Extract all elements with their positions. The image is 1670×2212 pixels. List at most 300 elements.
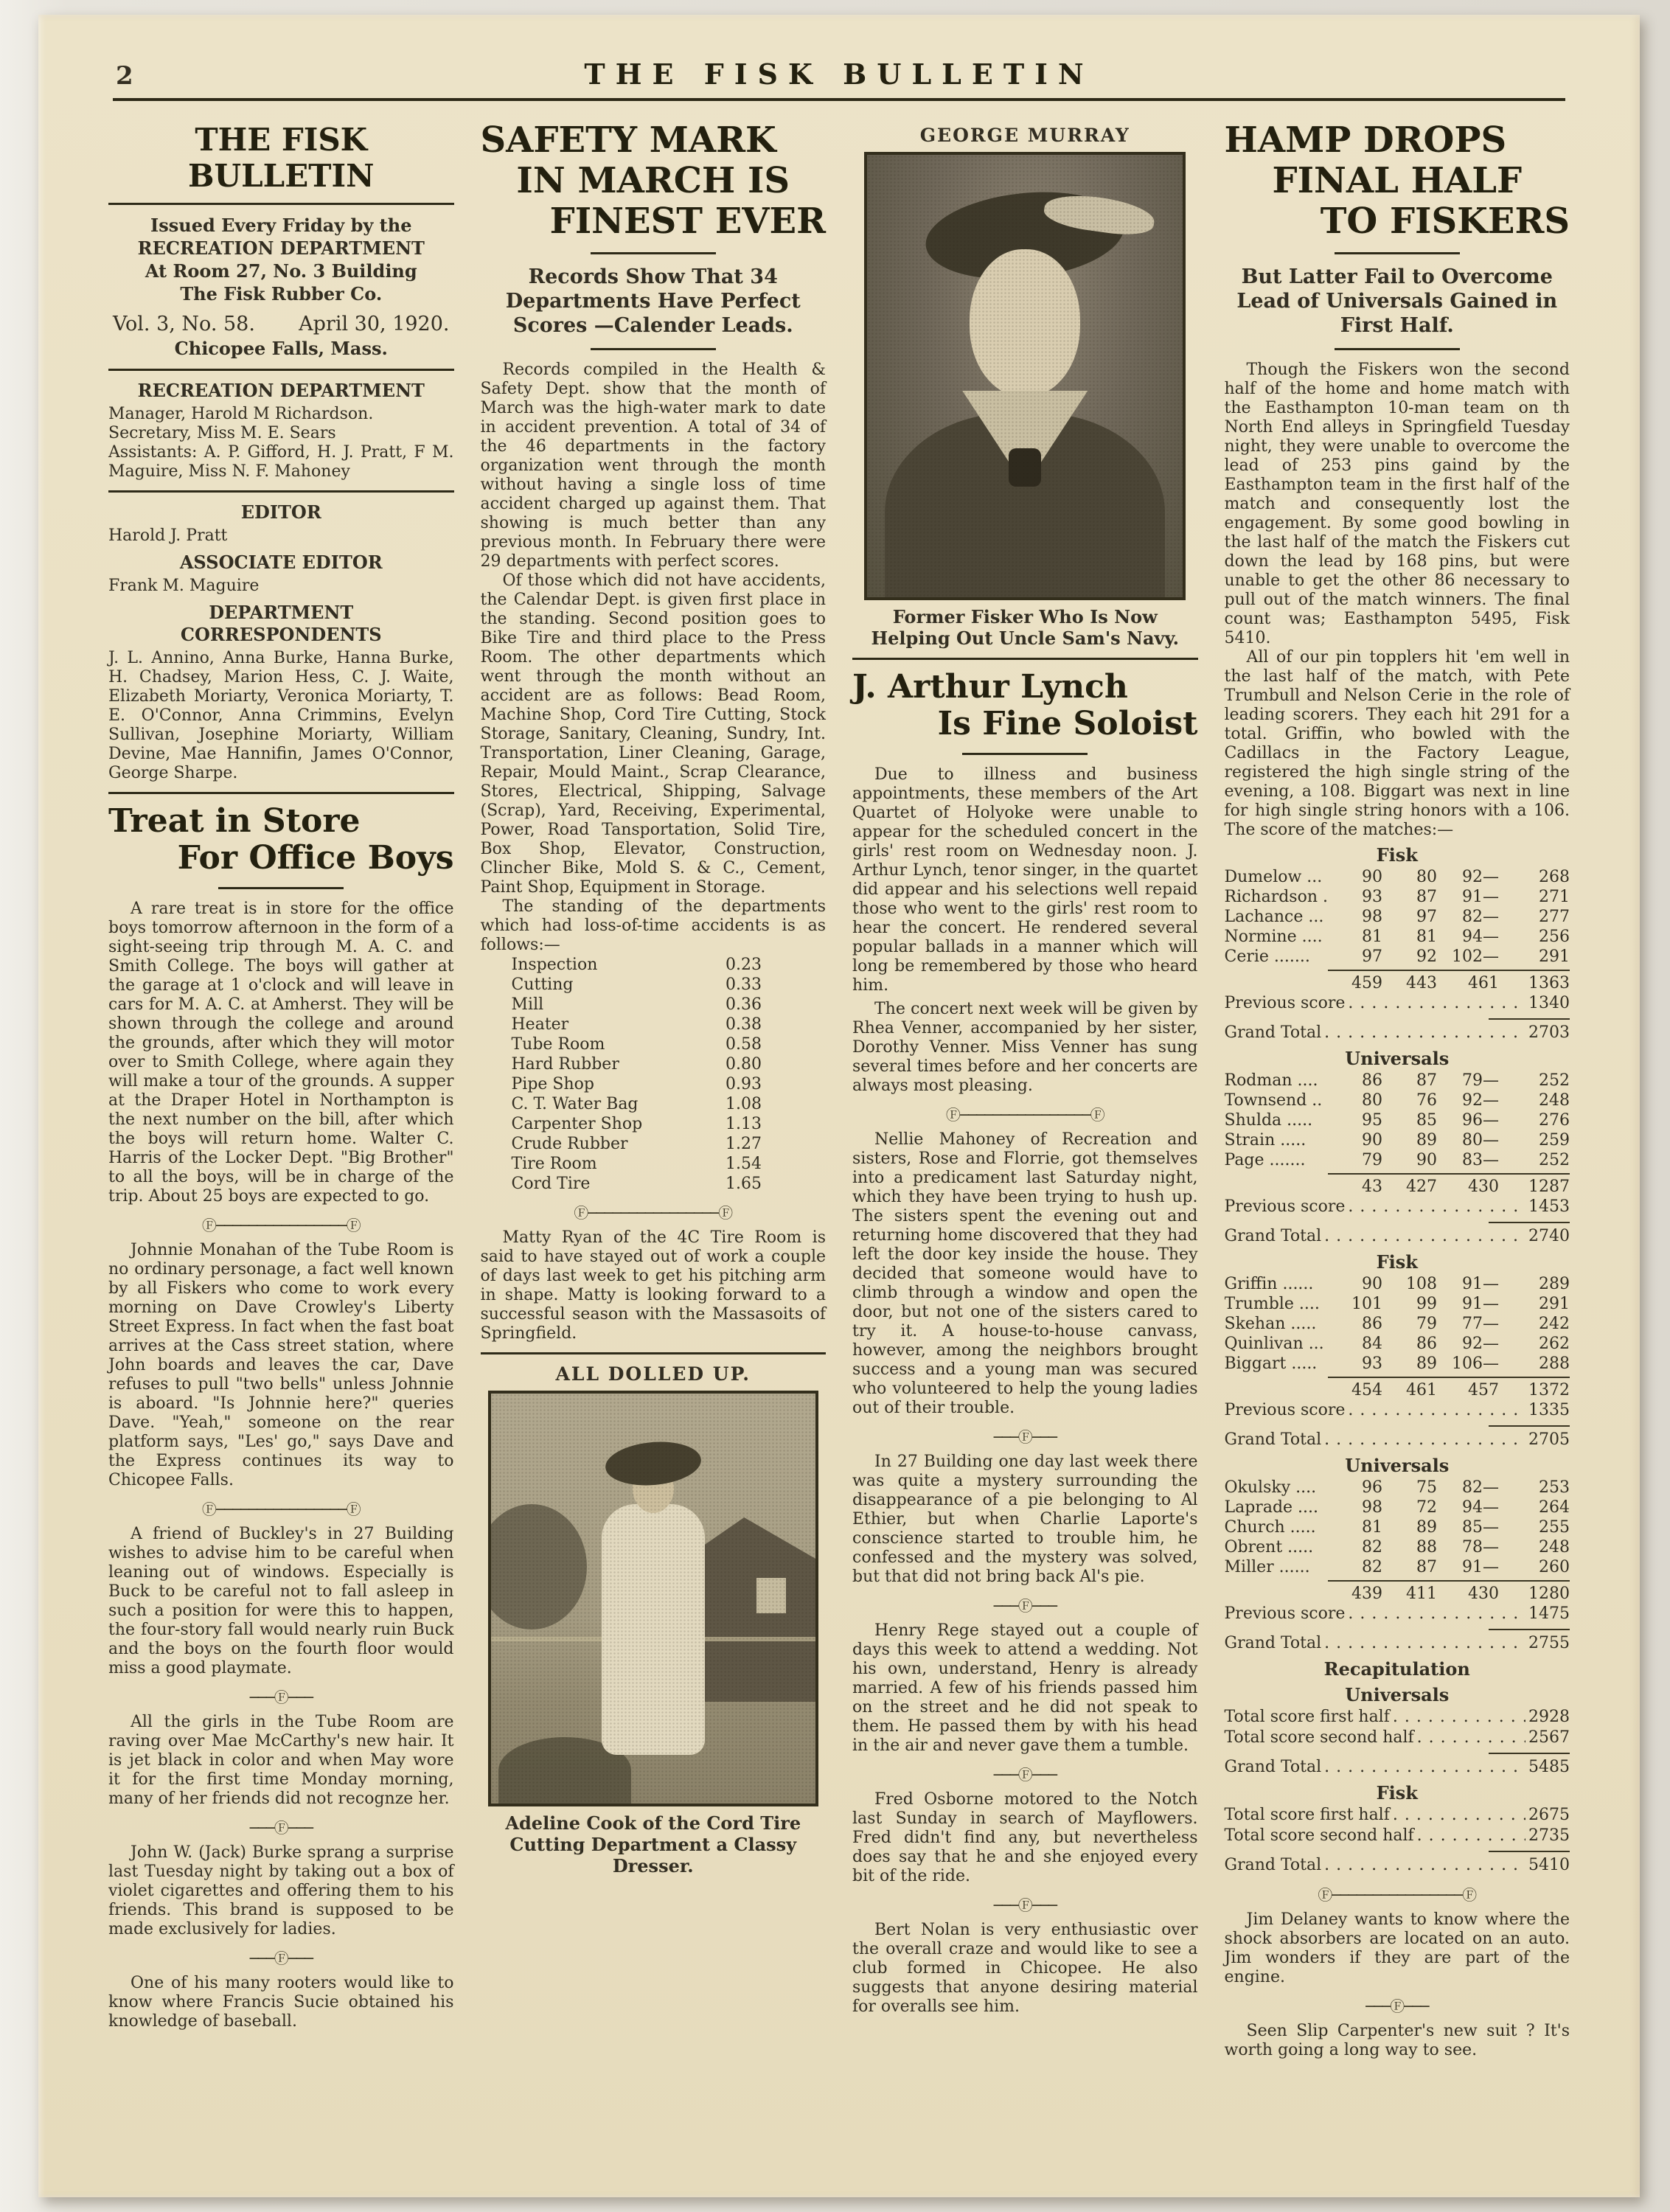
department-score: 0.38 xyxy=(726,1015,762,1034)
bowler-total: 255 xyxy=(1539,1518,1570,1537)
string-2: 76 xyxy=(1416,1091,1437,1110)
recap-row xyxy=(1225,1707,1570,1728)
department-name: C. T. Water Bag xyxy=(511,1095,639,1113)
george-murray-photo xyxy=(864,152,1186,600)
department-name: Tube Room xyxy=(511,1035,605,1054)
news-note: One of his many rooters would like to know where Francis Sucie obtained his knowledge of baseball. xyxy=(108,1974,454,2031)
grand-total-row xyxy=(1225,1023,1570,1043)
string-3: 85 — xyxy=(1437,1517,1499,1537)
score-row xyxy=(1225,1354,1570,1374)
department-score: 1.27 xyxy=(726,1135,762,1153)
short-rule xyxy=(962,753,1088,755)
grand-total-row xyxy=(1225,1430,1570,1450)
leader-dots xyxy=(1348,993,1525,1014)
bowler-name: Okulsky .... xyxy=(1224,1478,1317,1497)
bowler-name: Strain ..... xyxy=(1224,1131,1307,1150)
treat-headline-line1: Treat in Store xyxy=(108,802,361,840)
string-3: 92 — xyxy=(1437,1334,1499,1354)
treat-headline xyxy=(108,803,454,877)
photo-figure-dress xyxy=(602,1504,705,1755)
leader-dots xyxy=(1348,1197,1525,1217)
grand-total-rule xyxy=(1489,1222,1570,1223)
safety-paragraph-2: Of those which did not have accidents, the Calendar Dept. is given first place in the standing. Second position goes to Bike Tire and third place to the Press Room. The other departments which went through the month without an accident are as follows: Bead Room, Machine Shop, Cord Tire Cutting, Stock Storage, Sanitary, Cleaning, Sundry, Int. Transportation, Liner Cleaning, Garage, Repair, Mould Maint., Scrap Clearance, Stores, Electrical, Shipping, Salvage (Scrap), Yard, Receiving, Experimental, Power, Road Tansportation, Solid Tire, Box Shop, Elevator, Construction, Clincher Bike, Mold S. & C., Cement, Paint Shop, Equipment in Storage. xyxy=(480,571,826,897)
totals-string-2: 461 xyxy=(1382,1377,1437,1400)
section-divider: ───Ⓕ─── xyxy=(249,1819,313,1837)
grand-total-rule xyxy=(1489,1018,1570,1020)
string-2: 87 xyxy=(1416,1071,1437,1090)
string-1: 98 xyxy=(1362,908,1382,926)
adeline-caption: Adeline Cook of the Cord Tire Cutting Department a Classy Dresser. xyxy=(505,1812,801,1877)
totals-string-1: 439 xyxy=(1328,1580,1382,1604)
score-row xyxy=(1225,1130,1570,1150)
news-note: A friend of Buckley's in 27 Building wishes to advise him to be careful when leaning out of windows. Especially is Buck to be careful not to fall asleep in such a position for were this to happen, the four-story fall would nearly ruin Buck and the boys on the fourth floor would miss a good playmate. xyxy=(108,1525,454,1677)
string-1: 95 xyxy=(1362,1111,1382,1130)
treat-body: A rare treat is in store for the office boys tomorrow afternoon in the form of a sight-seeing trip through M. A. C. and Smith College. The boys will gather at the garage at 1 o'clock and will leave in cars for M. A. C. at Amherst. They will be shown through the college and around the grounds, after which they will motor over to Smith College, where again they will make a tour of the grounds. A supper at the Draper Hotel in Northampton is the next number on the bill, after which the boys will return home. Walter C. Harris of the Locker Dept. "Big Brother" to all the boys, will be in charge of the trip. About 25 boys are expected to go. xyxy=(108,900,454,1206)
section-divider: Ⓕ────────────────Ⓕ xyxy=(201,1217,361,1234)
bowler-total: 242 xyxy=(1539,1315,1570,1333)
department-name: Heater xyxy=(511,1015,569,1034)
short-rule xyxy=(218,887,344,889)
leader-dots xyxy=(1324,1757,1525,1778)
grand-total-rule xyxy=(1489,1753,1570,1754)
standings-row xyxy=(481,1174,827,1194)
safety-subhead: Records Show That 34 Departments Have Perfect Scores —Calender Leads. xyxy=(505,265,801,337)
column-3 xyxy=(852,120,1198,2060)
score-row xyxy=(1225,1478,1570,1498)
leader-dots xyxy=(1324,1430,1525,1450)
string-2: 79 xyxy=(1416,1315,1437,1333)
score-table-universals-1 xyxy=(1225,1071,1570,1170)
string-3: 92 — xyxy=(1437,867,1499,887)
previous-score-row xyxy=(1225,993,1570,1014)
grand-total-value: 2755 xyxy=(1528,1634,1570,1652)
bowler-name: Laprade .... xyxy=(1224,1498,1319,1517)
bowler-total: 268 xyxy=(1539,868,1570,886)
masthead-issued-line: Issued Every Friday by the xyxy=(150,215,412,236)
score-row xyxy=(1225,1557,1570,1577)
page-number: 2 xyxy=(116,61,133,91)
leader-gap xyxy=(590,1174,726,1194)
leader-dots xyxy=(1417,1826,1525,1846)
leader-dots xyxy=(1324,1855,1525,1876)
hamp-subhead: But Latter Fail to Overcome Lead of Universals Gained in First Half. xyxy=(1236,265,1558,337)
previous-score-value: 1453 xyxy=(1528,1197,1570,1216)
short-rule xyxy=(1335,348,1460,350)
string-3: 91 — xyxy=(1437,1274,1499,1294)
bowler-name: Obrent ..... xyxy=(1224,1538,1314,1557)
bowler-total: 264 xyxy=(1539,1498,1570,1517)
recap-first-half-value: 2928 xyxy=(1528,1708,1570,1726)
department-name: Tire Room xyxy=(511,1155,597,1173)
previous-score-label: Previous score xyxy=(1224,1197,1346,1216)
photo-shadow-shape xyxy=(498,1737,631,1804)
photo-fence-shape xyxy=(491,1637,815,1641)
string-2: 75 xyxy=(1416,1478,1437,1497)
string-1: 90 xyxy=(1362,1275,1382,1293)
string-2: 90 xyxy=(1416,1151,1437,1169)
bowler-name: Richardson . xyxy=(1224,888,1328,906)
string-1: 97 xyxy=(1362,947,1382,966)
hamp-headline-line3: TO FISKERS xyxy=(1320,201,1570,242)
score-table-fisk-1 xyxy=(1225,867,1570,967)
masthead-dept: RECREATION DEPARTMENT xyxy=(137,237,425,259)
bowler-name: Normine .... xyxy=(1224,928,1323,946)
score-row xyxy=(1225,887,1570,907)
grand-total-rule xyxy=(1489,1425,1570,1427)
grand-total-row xyxy=(1225,1226,1570,1247)
department-score: 0.93 xyxy=(726,1075,762,1093)
short-rule xyxy=(591,252,716,254)
previous-score-label: Previous score xyxy=(1224,1604,1346,1623)
string-1: 96 xyxy=(1362,1478,1382,1497)
bowler-name: Trumble .... xyxy=(1224,1295,1320,1313)
totals-string-2: 443 xyxy=(1382,970,1437,993)
bowler-total: 291 xyxy=(1539,1295,1570,1313)
rule xyxy=(108,792,454,794)
murray-name-heading: GEORGE MURRAY xyxy=(919,125,1130,146)
masthead-title: THE FISK BULLETIN xyxy=(188,122,375,194)
string-2: 99 xyxy=(1416,1295,1437,1313)
masthead-room: At Room 27, No. 3 Building xyxy=(145,260,417,282)
department-name: Inspection xyxy=(511,956,598,974)
score-row xyxy=(1225,1294,1570,1314)
bowler-total: 276 xyxy=(1539,1111,1570,1130)
leader-gap xyxy=(594,1074,726,1094)
photo-figure-hat xyxy=(603,1438,703,1489)
correspondents-heading: DEPARTMENT CORRESPONDENTS xyxy=(180,602,382,645)
staff-secretary: Secretary, Miss M. E. Sears xyxy=(108,424,336,442)
department-name: Crude Rubber xyxy=(511,1135,628,1153)
score-row xyxy=(1225,1150,1570,1170)
string-3: 80 — xyxy=(1437,1130,1499,1150)
recap-second-half-value: 2735 xyxy=(1528,1826,1570,1845)
score-row xyxy=(1225,1110,1570,1130)
grand-total-rule xyxy=(1489,1629,1570,1630)
masthead-place: Chicopee Falls, Mass. xyxy=(174,338,388,359)
team-totals-row xyxy=(1225,1580,1570,1604)
score-table-title: Universals xyxy=(1345,1048,1450,1069)
column-2 xyxy=(481,120,827,2060)
photo-sailor-scarf xyxy=(1009,448,1041,487)
bowler-name: Rodman .... xyxy=(1224,1071,1318,1090)
score-row xyxy=(1225,1537,1570,1557)
totals-grand: 1280 xyxy=(1499,1580,1570,1604)
string-3: 82 — xyxy=(1437,1478,1499,1498)
string-1: 90 xyxy=(1362,1131,1382,1150)
news-note: In 27 Building one day last week there was quite a mystery surrounding the disappearance of a pie belonging to Al Ethier, but when Charlie Laporte's conscience started to trouble him, he confessed and the mystery was solved, but that did not bring back Al's pie. xyxy=(852,1453,1198,1586)
previous-score-label: Previous score xyxy=(1224,994,1346,1012)
bowler-total: 260 xyxy=(1539,1558,1570,1576)
grand-total-label: Grand Total xyxy=(1224,1430,1322,1449)
section-divider: ───Ⓕ─── xyxy=(993,1896,1057,1914)
bowler-total: 277 xyxy=(1539,908,1570,926)
leader-dots xyxy=(1417,1728,1525,1748)
string-2: 86 xyxy=(1416,1335,1437,1353)
news-note: Nellie Mahoney of Recreation and sisters, Rose and Florrie, got themselves into a predicament last Saturday night, which they have been trying to hush up. The sisters spent the evening out and returning home discovered that they had left the door key inside the house. They decided that someone would have to climb through a window and open the door, but not one of the sisters cared to try it. A house-to-house canvass, however, among the neighbors brought success and a young man was secured who volunteered to help the young ladies out of their trouble. xyxy=(852,1130,1198,1417)
section-divider: ───Ⓕ─── xyxy=(249,1950,313,1967)
dolled-up-heading: ALL DOLLED UP. xyxy=(555,1363,751,1385)
leader-dots xyxy=(1348,1400,1525,1421)
leader-gap xyxy=(639,1094,726,1114)
news-note: Fred Osborne motored to the Notch last Sunday in search of Mayflowers. Fred didn't find any, but nevertheless does say that he and she enjoyed every bit of the ride. xyxy=(852,1790,1198,1885)
standings-row xyxy=(481,1154,827,1174)
editor-name: Harold J. Pratt xyxy=(108,526,228,545)
score-table-fisk-2 xyxy=(1225,1274,1570,1374)
editor-heading: EDITOR xyxy=(240,501,321,523)
recap-fisk-title: Fisk xyxy=(1376,1782,1418,1804)
leader-gap xyxy=(619,1054,726,1074)
volume-number: Vol. 3, No. 58. xyxy=(113,313,255,335)
page-header xyxy=(116,58,1562,91)
header-rule xyxy=(113,98,1565,101)
leader-gap xyxy=(642,1114,726,1134)
string-1: 93 xyxy=(1362,1354,1382,1373)
string-1: 82 xyxy=(1362,1558,1382,1576)
standings-row xyxy=(481,1015,827,1034)
standings-row xyxy=(481,1114,827,1134)
department-score: 1.65 xyxy=(726,1175,762,1193)
leader-gap xyxy=(597,955,726,975)
bowler-total: 248 xyxy=(1539,1538,1570,1557)
grand-total-label: Grand Total xyxy=(1224,1758,1322,1776)
photo-figure-face xyxy=(633,1464,674,1513)
standings-row xyxy=(481,955,827,975)
short-rule xyxy=(591,348,716,350)
score-row xyxy=(1225,1498,1570,1517)
section-divider: Ⓕ────────────────Ⓕ xyxy=(201,1500,361,1518)
bowler-total: 259 xyxy=(1539,1131,1570,1150)
correspondents-list: J. L. Annino, Anna Burke, Hanna Burke, H. Chadsey, Marion Hess, C. J. Waite, Elizabeth Moriarty, Veronica Moriarty, T. E. O'Connor, Anna Crimmins, Evelyn Sullivan, Josephine Moriarty, William Devine, Mae Hannifin, James O'Connor, George Sharpe. xyxy=(108,649,454,782)
section-divider: ───Ⓕ─── xyxy=(1365,1997,1429,2015)
string-3: 91 — xyxy=(1437,887,1499,907)
department-name: Hard Rubber xyxy=(511,1055,619,1074)
safety-headline-line2: IN MARCH IS xyxy=(516,160,790,201)
string-2: 89 xyxy=(1416,1131,1437,1150)
grand-total-label: Grand Total xyxy=(1224,1227,1322,1245)
department-name: Mill xyxy=(511,995,544,1014)
totals-string-3: 461 xyxy=(1437,970,1499,993)
string-1: 81 xyxy=(1362,1518,1382,1537)
section-divider: ───Ⓕ─── xyxy=(993,1428,1057,1446)
associate-editor-heading: ASSOCIATE EDITOR xyxy=(179,552,383,573)
string-2: 72 xyxy=(1416,1498,1437,1517)
staff-manager: Manager, Harold M Richardson. xyxy=(108,405,374,423)
score-row xyxy=(1225,1071,1570,1091)
grand-total-row xyxy=(1225,1855,1570,1876)
leader-dots xyxy=(1393,1707,1525,1728)
news-note: Johnnie Monahan of the Tube Room is no ordinary personage, a fact well known by all Fiskers who come to work every morning on Dave Crowley's Liberty Street Express. In fact when the fast boat arrives at the Cass street station, where John boards and leaves the car, Dave refuses to pull "two bells" unless Johnnie is aboard. "Is Johnnie here?" queries Dave. "Yeah," someone on the rear platform says, "Les' go," says Dave and the Express continues its way to Chicopee Falls. xyxy=(108,1241,454,1489)
string-1: 86 xyxy=(1362,1071,1382,1090)
previous-score-value: 1475 xyxy=(1528,1604,1570,1623)
column-4 xyxy=(1225,120,1570,2060)
string-2: 85 xyxy=(1416,1111,1437,1130)
standings-row xyxy=(481,1074,827,1094)
news-note: Bert Nolan is very enthusiastic over the overall craze and would like to see a club formed in Chicopee. He also suggests that anyone desiring material for overalls see him. xyxy=(852,1921,1198,2016)
photo-sailor-body xyxy=(885,413,1165,600)
news-note: Henry Rege stayed out a couple of days this week to attend a wedding. Not his own, understand, Henry is already married. A few of his friends passed him on the street and he did not speak to them. He passed them by with his head in the air and never gave them a tumble. xyxy=(852,1621,1198,1755)
bowler-name: Griffin ...... xyxy=(1224,1275,1314,1293)
safety-paragraph-1: Records compiled in the Health & Safety Dept. show that the month of March was the high-water mark to date in accident prevention. A total of 34 of the 46 departments in the factory organization went through the month without having a single loss of time accident charged up against them. That showing is much better than any previous month. In February there were 29 departments with perfect scores. xyxy=(480,361,826,571)
recap-row xyxy=(1225,1826,1570,1846)
standings-table xyxy=(481,955,827,1194)
department-score: 1.54 xyxy=(726,1155,762,1173)
lynch-paragraph-1: Due to illness and business appointments, these members of the Art Quartet of Holyoke were unable to appear for the scheduled concert in the girls' rest room on Wednesday noon. J. Arthur Lynch, tenor singer, in the quartet did appear and his selections well repaid those who went to the girls' rest room to hear the concert. He rendered several popular ballads in a manner which will long be remembered by those who heard him. xyxy=(852,765,1198,995)
previous-score-value: 1340 xyxy=(1528,994,1570,1012)
totals-grand: 1287 xyxy=(1499,1173,1570,1197)
string-3: 92 — xyxy=(1437,1091,1499,1110)
news-note: Jim Delaney wants to know where the shock absorbers are located on an auto. Jim wonders if they are part of the engine. xyxy=(1224,1910,1570,1986)
string-2: 81 xyxy=(1416,928,1437,946)
string-2: 87 xyxy=(1416,888,1437,906)
matty-ryan-note: Matty Ryan of the 4C Tire Room is said to have stayed out of work a couple of days last week to get his pitching arm in shape. Matty is looking forward to a successful season with the Massasoits of Springfield. xyxy=(480,1228,826,1343)
bowler-total: 262 xyxy=(1539,1335,1570,1353)
section-divider: Ⓕ────────────────Ⓕ xyxy=(945,1106,1104,1124)
bowler-name: Townsend .. xyxy=(1224,1091,1323,1110)
string-3: 79 — xyxy=(1437,1071,1499,1091)
leader-gap xyxy=(568,1015,726,1034)
bowler-name: Skehan ..... xyxy=(1224,1315,1317,1333)
grand-total-value: 5410 xyxy=(1528,1856,1570,1874)
news-note: All the girls in the Tube Room are raving over Mae McCarthy's new hair. It is jet black in color and when May wore it for the first time Monday morning, many of her friends did not recognze her. xyxy=(108,1713,454,1808)
photo-sailor-hat xyxy=(922,183,1129,288)
lynch-headline-line1: J. Arthur Lynch xyxy=(852,668,1128,706)
recap-row xyxy=(1225,1728,1570,1748)
leader-gap xyxy=(605,1034,726,1054)
photo-sailor-collar xyxy=(962,391,1088,487)
string-3: 91 — xyxy=(1437,1557,1499,1577)
masthead-company: The Fisk Rubber Co. xyxy=(180,283,383,305)
team-totals-row xyxy=(1225,1377,1570,1400)
string-1: 101 xyxy=(1351,1295,1382,1313)
safety-headline-line3: FINEST EVER xyxy=(549,201,826,242)
grand-total-label: Grand Total xyxy=(1224,1856,1322,1874)
section-divider: ───Ⓕ─── xyxy=(249,1688,313,1706)
column1-notes xyxy=(108,1214,454,2031)
string-3: 94 — xyxy=(1437,1498,1499,1517)
department-score: 0.23 xyxy=(726,956,762,974)
safety-headline-line1: SAFETY MARK xyxy=(480,119,776,161)
totals-string-2: 427 xyxy=(1382,1173,1437,1197)
previous-score-row xyxy=(1225,1197,1570,1217)
grand-total-value: 5485 xyxy=(1528,1758,1570,1776)
leader-dots xyxy=(1393,1805,1525,1826)
murray-caption: Former Fisker Who Is Now Helping Out Uncle Sam's Navy. xyxy=(871,606,1180,649)
lynch-paragraph-2: The concert next week will be given by Rhea Venner, accompanied by her sister, Dorothy Venner. Miss Venner has sung several times before and her concerts are always most pleasing. xyxy=(852,1000,1198,1095)
string-1: 98 xyxy=(1362,1498,1382,1517)
hamp-headline-line2: FINAL HALF xyxy=(1272,160,1523,201)
bowler-total: 291 xyxy=(1539,947,1570,966)
totals-string-1: 454 xyxy=(1328,1377,1382,1400)
score-row xyxy=(1225,1274,1570,1294)
totals-grand: 1372 xyxy=(1499,1377,1570,1400)
safety-headline xyxy=(481,120,827,242)
department-score: 0.80 xyxy=(726,1055,762,1074)
department-score: 0.33 xyxy=(726,975,762,994)
bowler-total: 252 xyxy=(1539,1071,1570,1090)
string-2: 80 xyxy=(1416,868,1437,886)
department-name: Cord Tire xyxy=(511,1175,591,1193)
string-2: 97 xyxy=(1416,908,1437,926)
leader-dots xyxy=(1324,1633,1525,1654)
rule xyxy=(481,1352,827,1354)
leader-gap xyxy=(543,995,726,1015)
score-row xyxy=(1225,947,1570,967)
hamp-paragraph-1: Though the Fiskers won the second half of the home and home match with the Easthampton 10-man team on th North End alleys in Springfield Tuesday night, they were unable to overcome the lead of 253 pins gaind by the Easthampton team in the first half of the match and consequently lost the engagement. By some good bowling in the last half of the match the Fiskers cut down the lead by 168 pins, but were unable to get the other 86 necessary to pull out of the match winners. The final count was; Easthampton 5495, Fisk 5410. xyxy=(1224,361,1570,647)
grand-total-value: 2740 xyxy=(1528,1227,1570,1245)
section-divider: Ⓕ────────────────Ⓕ xyxy=(574,1204,733,1222)
department-score: 0.36 xyxy=(726,995,762,1014)
score-row xyxy=(1225,907,1570,927)
string-2: 92 xyxy=(1416,947,1437,966)
bowler-name: Quinlivan ... xyxy=(1224,1335,1324,1353)
leader-gap xyxy=(628,1134,726,1154)
string-1: 81 xyxy=(1362,928,1382,946)
string-3: 91 — xyxy=(1437,1294,1499,1314)
totals-grand: 1363 xyxy=(1499,970,1570,993)
standings-row xyxy=(481,995,827,1015)
string-1: 86 xyxy=(1362,1315,1382,1333)
string-1: 82 xyxy=(1362,1538,1382,1557)
news-note: Seen Slip Carpenter's new suit ? It's worth going a long way to see. xyxy=(1224,2022,1570,2059)
leader-dots xyxy=(1324,1226,1525,1247)
photo-sailor-face xyxy=(970,249,1080,397)
grand-total-row xyxy=(1225,1633,1570,1654)
standings-row xyxy=(481,1034,827,1054)
staff-assistants: Assistants: A. P. Gifford, H. J. Pratt, F M. Maguire, Miss N. F. Mahoney xyxy=(108,443,454,481)
bowler-name: Church ..... xyxy=(1224,1518,1316,1537)
department-name: Cutting xyxy=(511,975,574,994)
string-3: 78 — xyxy=(1437,1537,1499,1557)
team-totals-row xyxy=(1225,1173,1570,1197)
bowler-name: Dumelow ... xyxy=(1224,868,1323,886)
bowler-total: 252 xyxy=(1539,1151,1570,1169)
staff-dept-heading: RECREATION DEPARTMENT xyxy=(137,380,425,401)
totals-string-3: 457 xyxy=(1437,1377,1499,1400)
recap-first-half-label: Total score first half xyxy=(1224,1708,1390,1726)
string-1: 84 xyxy=(1362,1335,1382,1353)
issue-date: April 30, 1920. xyxy=(299,313,450,335)
recap-second-half-value: 2567 xyxy=(1528,1728,1570,1747)
short-rule xyxy=(1335,252,1460,254)
recap-universals-title: Universals xyxy=(1345,1684,1450,1705)
treat-headline-line2: For Office Boys xyxy=(177,839,454,877)
team-totals-row xyxy=(1225,970,1570,993)
string-3: 94 — xyxy=(1437,927,1499,947)
totals-string-3: 430 xyxy=(1437,1173,1499,1197)
recap-second-half-label: Total score second half xyxy=(1224,1728,1414,1747)
bowler-name: Shulda ..... xyxy=(1224,1111,1313,1130)
standings-row xyxy=(481,1134,827,1154)
bowler-name: Lachance ... xyxy=(1224,908,1324,926)
department-score: 1.13 xyxy=(726,1115,762,1133)
photo-window-shape xyxy=(756,1578,786,1613)
bowler-total: 289 xyxy=(1539,1275,1570,1293)
bowler-total: 288 xyxy=(1539,1354,1570,1373)
bowler-total: 253 xyxy=(1539,1478,1570,1497)
score-row xyxy=(1225,927,1570,947)
recap-heading: Recapitulation xyxy=(1323,1658,1470,1680)
department-score: 0.58 xyxy=(726,1035,762,1054)
lynch-headline-line2: Is Fine Soloist xyxy=(937,705,1198,742)
score-row xyxy=(1225,1314,1570,1334)
rule xyxy=(108,490,454,493)
recap-first-half-value: 2675 xyxy=(1528,1806,1570,1824)
rule xyxy=(108,203,454,205)
previous-score-value: 1335 xyxy=(1528,1401,1570,1419)
string-3: 106 — xyxy=(1437,1354,1499,1374)
hamp-paragraph-2: All of our pin topplers hit 'em well in the last half of the match, with Pete Trumbull and Nelson Cerie in the role of leading scorers. They each hit 291 for a total. Griffin, who bowled with the Cadillacs in the Factory League, registered the high single string of the evening, a 108. Biggart was next in line for high single string honors with a 106. The score of the matches:— xyxy=(1224,648,1570,839)
department-name: Pipe Shop xyxy=(511,1075,595,1093)
